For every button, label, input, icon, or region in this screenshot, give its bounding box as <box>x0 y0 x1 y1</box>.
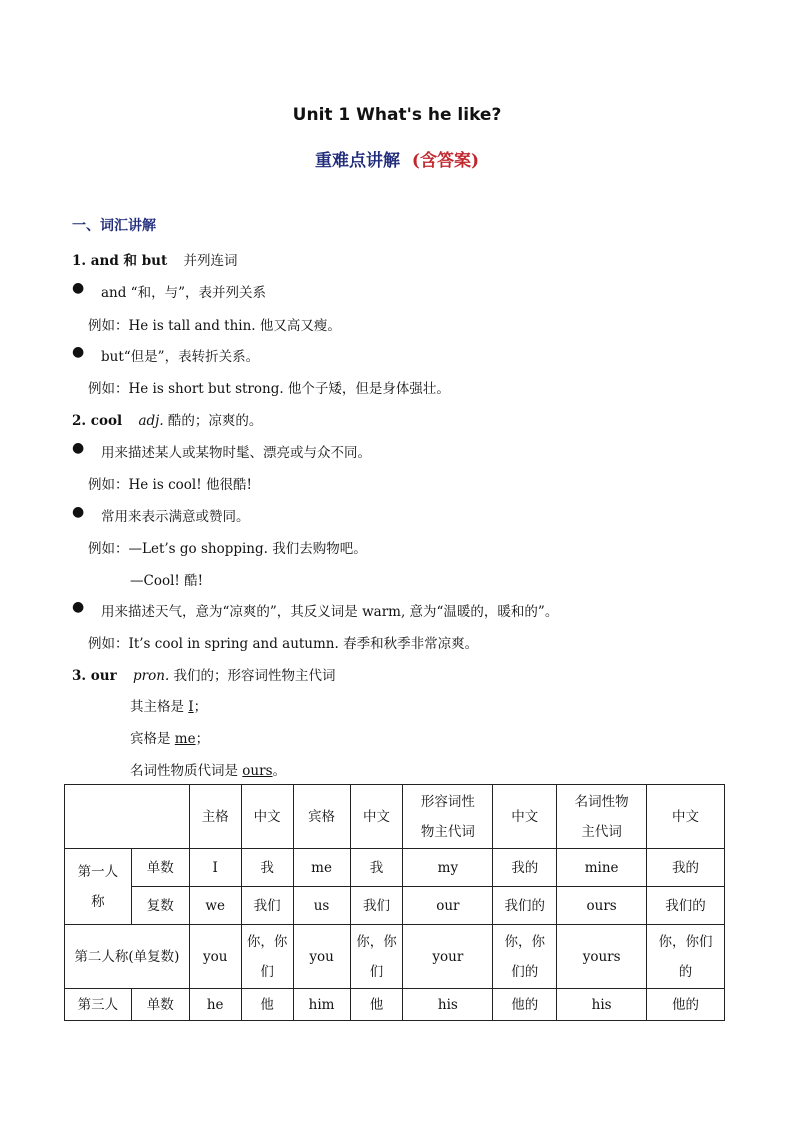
table-row <box>65 849 725 887</box>
table-cell: 我们的 <box>647 887 725 925</box>
item-2-head: 2. cool <box>72 413 123 429</box>
person-cell: 第二人称(单复数) <box>65 925 190 989</box>
example-3: 例如：He is cool! 他很酷! <box>88 477 252 493</box>
number-cell: 复数 <box>131 887 189 925</box>
header-cell: 名词性物 主代词 <box>557 785 647 849</box>
bullet-5: 用来描述天气，意为“凉爽的”，其反义词是 warm, 意为“温暖的，暖和的”。 <box>101 604 559 620</box>
table-cell: 你，你 们的 <box>493 925 557 989</box>
table-cell: I <box>189 849 241 887</box>
header-cell: 宾格 <box>293 785 350 849</box>
table-header-row <box>65 785 725 849</box>
table-cell: he <box>189 989 241 1021</box>
table-cell: him <box>293 989 350 1021</box>
table-cell: 他 <box>350 989 403 1021</box>
table-row <box>65 989 725 1021</box>
example-1: 例如：He is tall and thin. 他又高又瘦。 <box>88 318 341 334</box>
person-cell: 第一人 称 <box>65 849 132 925</box>
table-row <box>65 925 725 989</box>
table-cell: mine <box>557 849 647 887</box>
item-2-pos: adj. <box>138 413 164 429</box>
table-cell: yours <box>557 925 647 989</box>
possessive-punct: 。 <box>272 763 287 779</box>
table-cell: 你，你 们 <box>241 925 293 989</box>
objective-label: 宾格是 <box>130 731 175 747</box>
item-1-desc: 并列连词 <box>183 253 238 269</box>
person-cell: 第三人 <box>65 989 132 1021</box>
doc-title: Unit 1 What's he like? <box>292 105 502 125</box>
bullet-1: and “和，与”，表并列关系 <box>101 285 266 301</box>
item-3-desc: 我们的；形容词性物主代词 <box>173 668 336 684</box>
table-cell: his <box>557 989 647 1021</box>
table-cell: 我的 <box>647 849 725 887</box>
item-3 <box>72 664 336 684</box>
example-4a: 例如：—Let’s go shopping. 我们去购物吧。 <box>88 541 367 557</box>
table-cell: his <box>403 989 493 1021</box>
bullet-4: 常用来表示满意或赞同。 <box>101 509 250 525</box>
table-cell: 我 <box>350 849 403 887</box>
table-cell: 他 <box>241 989 293 1021</box>
header-cell: 形容词性 物主代词 <box>403 785 493 849</box>
table-corner <box>65 785 190 849</box>
bullet-icon: ● <box>72 599 85 615</box>
table-cell: you <box>293 925 350 989</box>
bullet-icon: ● <box>72 504 85 520</box>
table-cell: 我们 <box>350 887 403 925</box>
possessive-label: 名词性物质代词是 <box>130 763 243 779</box>
table-cell: 你，你 们 <box>350 925 403 989</box>
bullet-2: but“但是”，表转折关系。 <box>101 349 260 365</box>
example-5: 例如：It’s cool in spring and autumn. 春季和秋季非常凉爽。 <box>88 636 479 652</box>
item-3-pos: pron. <box>133 668 170 684</box>
table-cell: me <box>293 849 350 887</box>
example-2: 例如：He is short but strong. 他个子矮，但是身体强壮。 <box>88 381 450 397</box>
table-cell: 他的 <box>493 989 557 1021</box>
bullet-icon: ● <box>72 280 85 296</box>
table-cell: we <box>189 887 241 925</box>
number-cell: 单数 <box>131 849 189 887</box>
table-cell: our <box>403 887 493 925</box>
number-cell: 单数 <box>131 989 189 1021</box>
table-cell: 他的 <box>647 989 725 1021</box>
item-2 <box>72 409 262 429</box>
bullet-icon: ● <box>72 344 85 360</box>
header-cell: 中文 <box>241 785 293 849</box>
item-2-desc: 酷的；凉爽的。 <box>167 413 263 429</box>
header-cell: 中文 <box>350 785 403 849</box>
table-cell: your <box>403 925 493 989</box>
table-cell: my <box>403 849 493 887</box>
bullet-3: 用来描述某人或某物时髦、漂亮或与众不同。 <box>101 445 371 461</box>
table-cell: 我的 <box>493 849 557 887</box>
table-cell: 我们的 <box>493 887 557 925</box>
item-1-head: 1. and 和 but <box>72 253 168 269</box>
nominative-line <box>130 695 207 715</box>
objective-word: me <box>174 731 196 747</box>
example-4b: —Cool! 酷! <box>130 573 204 589</box>
subtitle-main: 重难点讲解 <box>314 151 400 171</box>
subtitle-answer: (含答案) <box>411 151 479 171</box>
nominative-punct: ； <box>193 699 208 715</box>
table-cell: you <box>189 925 241 989</box>
item-1 <box>72 249 237 269</box>
table-cell: us <box>293 887 350 925</box>
section-heading: 一、词汇讲解 <box>72 218 156 234</box>
doc-subtitle <box>0 146 794 171</box>
pronoun-table <box>64 784 725 1021</box>
bullet-icon: ● <box>72 440 85 456</box>
table-row <box>65 887 725 925</box>
header-cell: 主格 <box>189 785 241 849</box>
table-cell: 我们 <box>241 887 293 925</box>
nominative-label: 其主格是 <box>130 699 189 715</box>
table-cell: 你，你们 的 <box>647 925 725 989</box>
header-cell: 中文 <box>647 785 725 849</box>
item-3-head: 3. our <box>72 668 117 684</box>
nominative-word: I <box>188 699 194 715</box>
table-cell: ours <box>557 887 647 925</box>
possessive-word: ours <box>242 763 273 779</box>
possessive-line <box>130 759 286 779</box>
header-cell: 中文 <box>493 785 557 849</box>
objective-line <box>130 727 209 747</box>
table-cell: 我 <box>241 849 293 887</box>
objective-punct: ； <box>195 731 210 747</box>
